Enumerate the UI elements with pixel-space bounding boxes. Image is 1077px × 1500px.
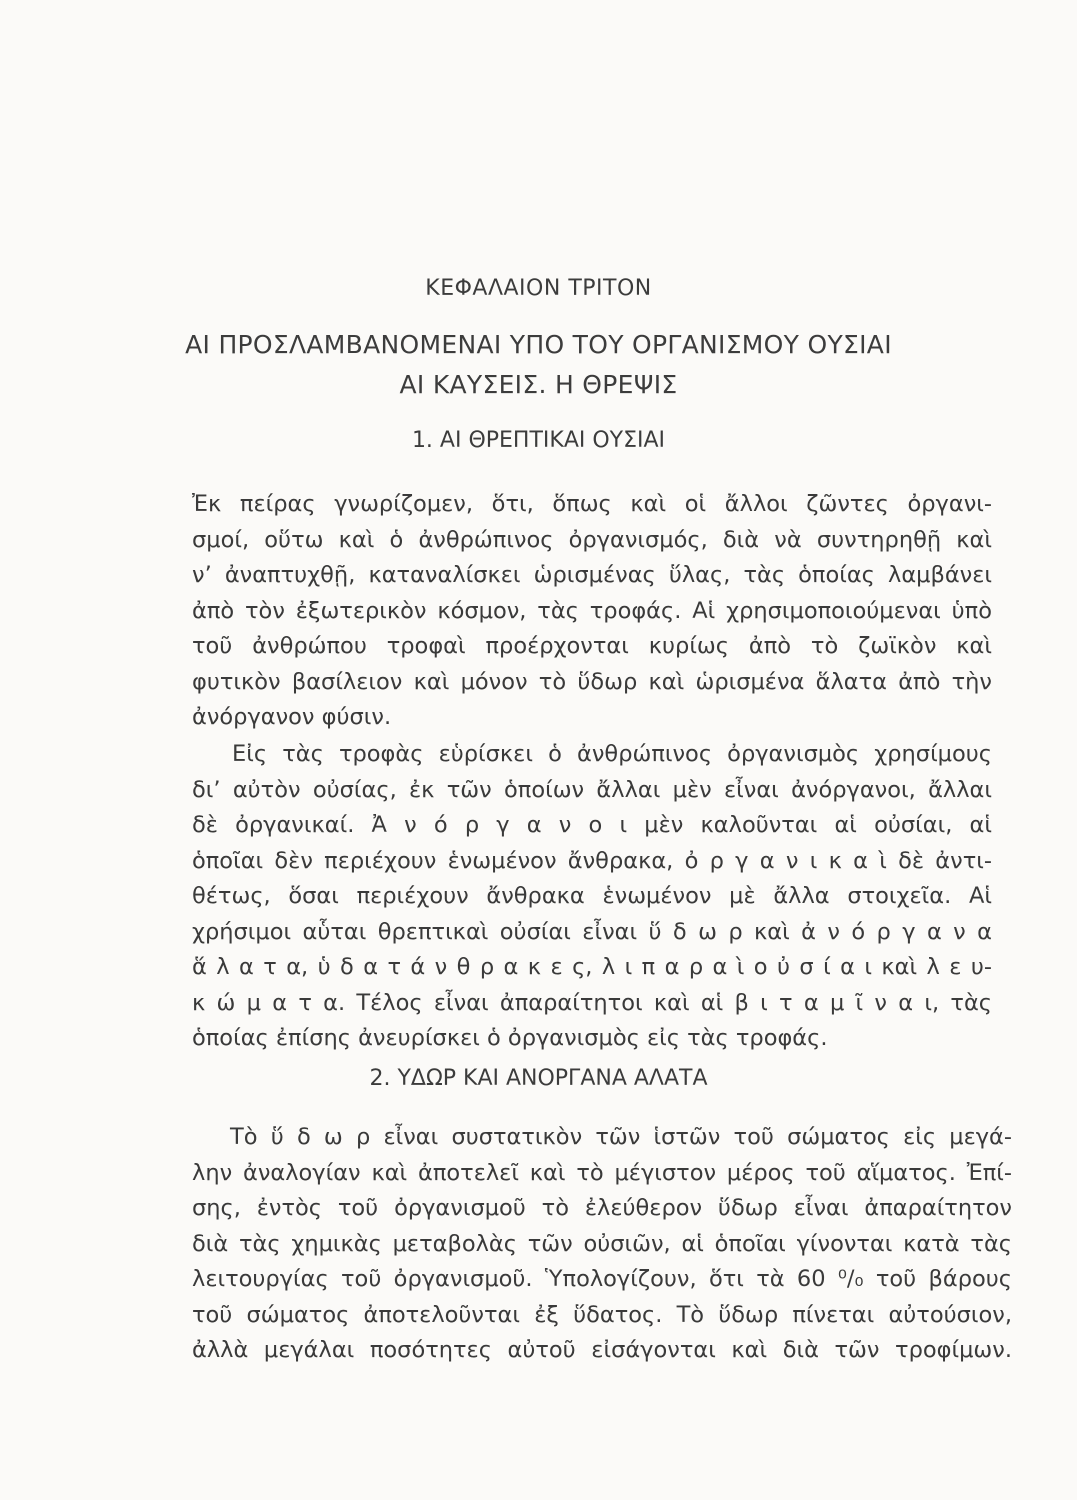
text-line: λην ἀναλογίαν καὶ ἀποτελεῖ καὶ τὸ μέγιστον μέρος τοῦ αἵματος. Ἐπί- <box>192 1159 1012 1186</box>
text-line: λειτουργίας τοῦ ὀργανισμοῦ. Ὑπολογίζουν, ὅτι τὰ 60 ⁰/₀ τοῦ βάρους <box>192 1266 1012 1292</box>
text-line: κ ώ μ α τ α. Τέλος εἶναι ἀπαραίτητοι καὶ αἱ β ι τ α μ ῖ ν α ι, τὰς <box>192 989 992 1016</box>
text-line: τοῦ ἀνθρώπου τροφαὶ προέρχονται κυρίως ἀπὸ τὸ ζωϊκὸν καὶ <box>192 633 992 659</box>
text-line: σμοί, οὕτω καὶ ὁ ἀνθρώπινος ὀργανισμός, διὰ νὰ συντηρηθῇ καὶ <box>192 526 992 553</box>
text-line: διὰ τὰς χημικὰς μεταβολὰς τῶν οὐσιῶν, αἱ ὁποῖαι γίνονται κατὰ τὰς <box>192 1230 1012 1257</box>
text-line: ὁποίας ἐπίσης ἀνευρίσκει ὁ ὀργανισμὸς εἰς τὰς τροφάς. <box>192 1025 828 1051</box>
text-line: θέτως, ὅσαι περιέχουν ἄνθρακα ἑνωμένον μὲ ἄλλα στοιχεῖα. Αἱ <box>192 883 992 909</box>
text-line: ν’ ἀναπτυχθῇ, καταναλίσκει ὡρισμένας ὕλας, τὰς ὁποίας λαμβάνει <box>192 562 992 588</box>
text-line: δὲ ὀργανικαί. Ἀ ν ό ρ γ α ν ο ι μὲν καλοῦνται αἱ οὐσίαι, αἱ <box>192 812 992 838</box>
chapter-title-line-1: ΑΙ ΠΡΟΣΛΑΜΒΑΝΟΜΕΝΑΙ ΥΠΟ ΤΟΥ ΟΡΓΑΝΙΣΜΟΥ ΟΥΣΙΑΙ <box>185 330 892 359</box>
text-line: φυτικὸν βασίλειον καὶ μόνον τὸ ὕδωρ καὶ ὡρισμένα ἅλατα ἀπὸ τὴν <box>192 668 992 695</box>
chapter-title-line-2: ΑΙ ΚΑΥΣΕΙΣ. Η ΘΡΕΨΙΣ <box>399 370 678 399</box>
text-line: Ἐκ πείρας γνωρίζομεν, ὅτι, ὅπως καὶ οἱ ἄλλοι ζῶντες ὀργανι- <box>192 491 992 517</box>
text-line: τοῦ σώματος ἀποτελοῦνται ἐξ ὕδατος. Τὸ ὕδωρ πίνεται αὐτούσιον, <box>192 1301 1012 1328</box>
text-line: ἅ λ α τ α, ὑ δ α τ ά ν θ ρ α κ ε ς, λ ι π α ρ α ὶ ο ὐ σ ί α ι καὶ λ ε υ- <box>192 954 992 980</box>
text-line: δι’ αὐτὸν οὐσίας, ἐκ τῶν ὁποίων ἄλλαι μὲν εἶναι ἀνόργανοι, ἄλλαι <box>192 776 992 803</box>
section-2-heading: 2. ΥΔΩΡ ΚΑΙ ΑΝΟΡΓΑΝΑ ΑΛΑΤΑ <box>369 1066 708 1091</box>
section-1-paragraph-1 <box>192 487 992 736</box>
section-1-paragraph-2 <box>192 737 992 1057</box>
chapter-label: ΚΕΦΑΛΑΙΟΝ ΤΡΙΤΟΝ <box>425 276 652 301</box>
text-line: ὁποῖαι δὲν περιέχουν ἑνωμένον ἄνθρακα, ὀ ρ γ α ν ι κ α ὶ δὲ ἀντι- <box>192 847 992 874</box>
text-line: Τὸ ὕ δ ω ρ εἶναι συστατικὸν τῶν ἱστῶν τοῦ σώματος εἰς μεγά- <box>230 1124 1012 1150</box>
section-2-paragraph-1 <box>192 1120 1012 1369</box>
section-1-heading: 1. ΑΙ ΘΡΕΠΤΙΚΑΙ ΟΥΣΙΑΙ <box>411 428 666 453</box>
text-line: χρήσιμοι αὗται θρεπτικαὶ οὐσίαι εἶναι ὕ δ ω ρ καὶ ἀ ν ό ρ γ α ν α <box>192 918 992 945</box>
text-line: ἀλλὰ μεγάλαι ποσότητες αὐτοῦ εἰσάγονται καὶ διὰ τῶν τροφίμων. <box>192 1337 1012 1363</box>
text-line: ἀπὸ τὸν ἐξωτερικὸν κόσμον, τὰς τροφάς. Αἱ χρησιμοποιούμεναι ὑπὸ <box>192 597 992 624</box>
text-line: ἀνόργανον φύσιν. <box>192 704 392 730</box>
text-line: σης, ἐντὸς τοῦ ὀργανισμοῦ τὸ ἐλεύθερον ὕδωρ εἶναι ἀπαραίτητον <box>192 1195 1012 1221</box>
text-line: Εἰς τὰς τροφὰς εὑρίσκει ὁ ἀνθρώπινος ὀργανισμὸς χρησίμους <box>232 741 992 767</box>
